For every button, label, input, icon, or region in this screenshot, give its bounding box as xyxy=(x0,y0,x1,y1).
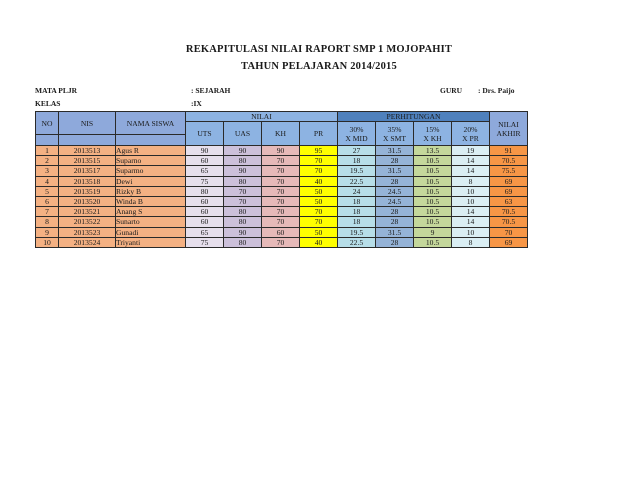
cell-uts: 60 xyxy=(186,207,224,217)
cell-nama: Suparmo xyxy=(116,166,186,176)
cell-nama: Anang S xyxy=(116,207,186,217)
header-20-line2: X PR xyxy=(462,133,479,143)
cell-m30: 18 xyxy=(338,196,376,206)
cell-kh: 70 xyxy=(262,196,300,206)
cell-m15: 10.5 xyxy=(414,176,452,186)
table-row xyxy=(36,186,528,196)
cell-m20: 8 xyxy=(452,176,490,186)
cell-m35: 28 xyxy=(376,217,414,227)
cell-nama: Sunarto xyxy=(116,217,186,227)
cell-akhir: 75.5 xyxy=(490,166,528,176)
header-30-line1: 30% xyxy=(349,124,364,134)
cell-no: 3 xyxy=(36,166,59,176)
cell-uas: 90 xyxy=(224,227,262,237)
cell-no: 4 xyxy=(36,176,59,186)
cell-m20: 19 xyxy=(452,146,490,156)
cell-nama: Dewi xyxy=(116,176,186,186)
cell-uas: 70 xyxy=(224,196,262,206)
header-15-line2: X KH xyxy=(423,133,442,143)
header-30-mid xyxy=(338,122,376,146)
cell-nis: 2013524 xyxy=(59,237,116,247)
header-uts: UTS xyxy=(186,122,224,146)
cell-m35: 28 xyxy=(376,156,414,166)
teacher-label: GURU xyxy=(440,86,463,95)
header-kh: KH xyxy=(262,122,300,146)
header-no: NO xyxy=(36,112,59,135)
table-row xyxy=(36,156,528,166)
cell-uts: 75 xyxy=(186,237,224,247)
cell-kh: 90 xyxy=(262,146,300,156)
cell-m30: 27 xyxy=(338,146,376,156)
cell-kh: 70 xyxy=(262,166,300,176)
table-row xyxy=(36,227,528,237)
cell-nama: Suparno xyxy=(116,156,186,166)
cell-uas: 90 xyxy=(224,166,262,176)
cell-no: 2 xyxy=(36,156,59,166)
cell-m35: 24.5 xyxy=(376,186,414,196)
teacher-value: : Drs. Paijo xyxy=(478,86,515,95)
cell-kh: 70 xyxy=(262,207,300,217)
header-nama: NAMA SISWA xyxy=(116,112,186,135)
cell-m30: 18 xyxy=(338,207,376,217)
cell-m20: 14 xyxy=(452,156,490,166)
header-nilai-akhir xyxy=(490,112,528,146)
cell-akhir: 69 xyxy=(490,237,528,247)
header-no-spacer xyxy=(36,135,59,146)
cell-nis: 2013521 xyxy=(59,207,116,217)
cell-kh: 70 xyxy=(262,186,300,196)
cell-m35: 24.5 xyxy=(376,196,414,206)
cell-uts: 90 xyxy=(186,146,224,156)
cell-m35: 28 xyxy=(376,176,414,186)
cell-m15: 10.5 xyxy=(414,166,452,176)
cell-kh: 70 xyxy=(262,176,300,186)
header-35-line1: 35% xyxy=(387,124,402,134)
cell-uts: 65 xyxy=(186,227,224,237)
header-akhir-line1: NILAI xyxy=(498,119,519,129)
header-pr: PR xyxy=(300,122,338,146)
header-akhir-line2: AKHIR xyxy=(496,128,521,138)
table-row xyxy=(36,237,528,247)
cell-m30: 19.5 xyxy=(338,166,376,176)
cell-uas: 90 xyxy=(224,146,262,156)
cell-akhir: 63 xyxy=(490,196,528,206)
cell-m30: 19.5 xyxy=(338,227,376,237)
cell-kh: 70 xyxy=(262,237,300,247)
cell-m15: 10.5 xyxy=(414,186,452,196)
cell-pr: 50 xyxy=(300,196,338,206)
header-nis: NIS xyxy=(59,112,116,135)
cell-m35: 28 xyxy=(376,207,414,217)
cell-uts: 75 xyxy=(186,176,224,186)
cell-pr: 70 xyxy=(300,156,338,166)
cell-m15: 10.5 xyxy=(414,237,452,247)
cell-pr: 70 xyxy=(300,217,338,227)
cell-akhir: 70 xyxy=(490,227,528,237)
report-title: REKAPITULASI NILAI RAPORT SMP 1 MOJOPAHIT xyxy=(185,44,453,55)
table-row xyxy=(36,176,528,186)
cell-pr: 70 xyxy=(300,166,338,176)
cell-m15: 10.5 xyxy=(414,156,452,166)
cell-uas: 80 xyxy=(224,156,262,166)
cell-pr: 70 xyxy=(300,207,338,217)
cell-m30: 22.5 xyxy=(338,176,376,186)
cell-nis: 2013513 xyxy=(59,146,116,156)
table-row xyxy=(36,196,528,206)
cell-uas: 80 xyxy=(224,176,262,186)
cell-m20: 10 xyxy=(452,186,490,196)
cell-pr: 50 xyxy=(300,227,338,237)
cell-nama: Triyanti xyxy=(116,237,186,247)
cell-m35: 31.5 xyxy=(376,166,414,176)
cell-nama: Gunadi xyxy=(116,227,186,237)
cell-m20: 14 xyxy=(452,217,490,227)
table-row xyxy=(36,217,528,227)
cell-uas: 80 xyxy=(224,237,262,247)
cell-akhir: 69 xyxy=(490,176,528,186)
header-30-line2: X MID xyxy=(345,133,368,143)
cell-no: 10 xyxy=(36,237,59,247)
cell-nama: Winda B xyxy=(116,196,186,206)
cell-uas: 70 xyxy=(224,186,262,196)
subject-value: : SEJARAH xyxy=(191,86,231,95)
cell-akhir: 70.5 xyxy=(490,207,528,217)
subject-label: MATA PLJR xyxy=(35,86,78,95)
header-nis-spacer xyxy=(59,135,116,146)
cell-pr: 40 xyxy=(300,237,338,247)
cell-m15: 13.5 xyxy=(414,146,452,156)
cell-m20: 14 xyxy=(452,207,490,217)
cell-nama: Agus R xyxy=(116,146,186,156)
header-nilai-group: NILAI xyxy=(186,112,338,122)
cell-m30: 18 xyxy=(338,217,376,227)
cell-nis: 2013520 xyxy=(59,196,116,206)
header-15-kh xyxy=(414,122,452,146)
report-subtitle: TAHUN PELAJARAN 2014/2015 xyxy=(241,61,397,72)
cell-m20: 10 xyxy=(452,227,490,237)
cell-m15: 9 xyxy=(414,227,452,237)
header-15-line1: 15% xyxy=(425,124,440,134)
cell-m35: 31.5 xyxy=(376,146,414,156)
cell-m15: 10.5 xyxy=(414,207,452,217)
cell-kh: 70 xyxy=(262,217,300,227)
cell-uts: 65 xyxy=(186,166,224,176)
cell-m20: 8 xyxy=(452,237,490,247)
cell-pr: 95 xyxy=(300,146,338,156)
cell-nis: 2013523 xyxy=(59,227,116,237)
grade-table xyxy=(35,111,528,248)
cell-nis: 2013515 xyxy=(59,156,116,166)
header-35-smt xyxy=(376,122,414,146)
cell-no: 6 xyxy=(36,196,59,206)
cell-akhir: 70.5 xyxy=(490,156,528,166)
cell-m35: 28 xyxy=(376,237,414,247)
header-20-pr xyxy=(452,122,490,146)
cell-m15: 10.5 xyxy=(414,217,452,227)
cell-nis: 2013517 xyxy=(59,166,116,176)
cell-kh: 70 xyxy=(262,156,300,166)
cell-no: 7 xyxy=(36,207,59,217)
cell-m30: 18 xyxy=(338,156,376,166)
cell-nis: 2013519 xyxy=(59,186,116,196)
cell-akhir: 91 xyxy=(490,146,528,156)
cell-no: 9 xyxy=(36,227,59,237)
class-value: :IX xyxy=(191,99,202,108)
cell-no: 8 xyxy=(36,217,59,227)
cell-uts: 80 xyxy=(186,186,224,196)
cell-no: 1 xyxy=(36,146,59,156)
cell-no: 5 xyxy=(36,186,59,196)
header-35-line2: X SMT xyxy=(383,133,406,143)
cell-pr: 40 xyxy=(300,176,338,186)
cell-m35: 31.5 xyxy=(376,227,414,237)
cell-akhir: 70.5 xyxy=(490,217,528,227)
cell-m20: 14 xyxy=(452,166,490,176)
header-20-line1: 20% xyxy=(463,124,478,134)
table-row xyxy=(36,207,528,217)
cell-uts: 60 xyxy=(186,156,224,166)
cell-m30: 22.5 xyxy=(338,237,376,247)
cell-uas: 80 xyxy=(224,207,262,217)
cell-akhir: 69 xyxy=(490,186,528,196)
cell-uts: 60 xyxy=(186,196,224,206)
cell-nis: 2013522 xyxy=(59,217,116,227)
cell-uts: 60 xyxy=(186,217,224,227)
cell-nama: Rizky B xyxy=(116,186,186,196)
table-row xyxy=(36,146,528,156)
cell-nis: 2013518 xyxy=(59,176,116,186)
header-perhitungan-group: PERHITUNGAN xyxy=(338,112,490,122)
cell-m30: 24 xyxy=(338,186,376,196)
cell-uas: 80 xyxy=(224,217,262,227)
table-row xyxy=(36,166,528,176)
class-label: KELAS xyxy=(35,99,61,108)
cell-m20: 10 xyxy=(452,196,490,206)
cell-m15: 10.5 xyxy=(414,196,452,206)
cell-pr: 50 xyxy=(300,186,338,196)
header-uas: UAS xyxy=(224,122,262,146)
header-nama-spacer xyxy=(116,135,186,146)
cell-kh: 60 xyxy=(262,227,300,237)
